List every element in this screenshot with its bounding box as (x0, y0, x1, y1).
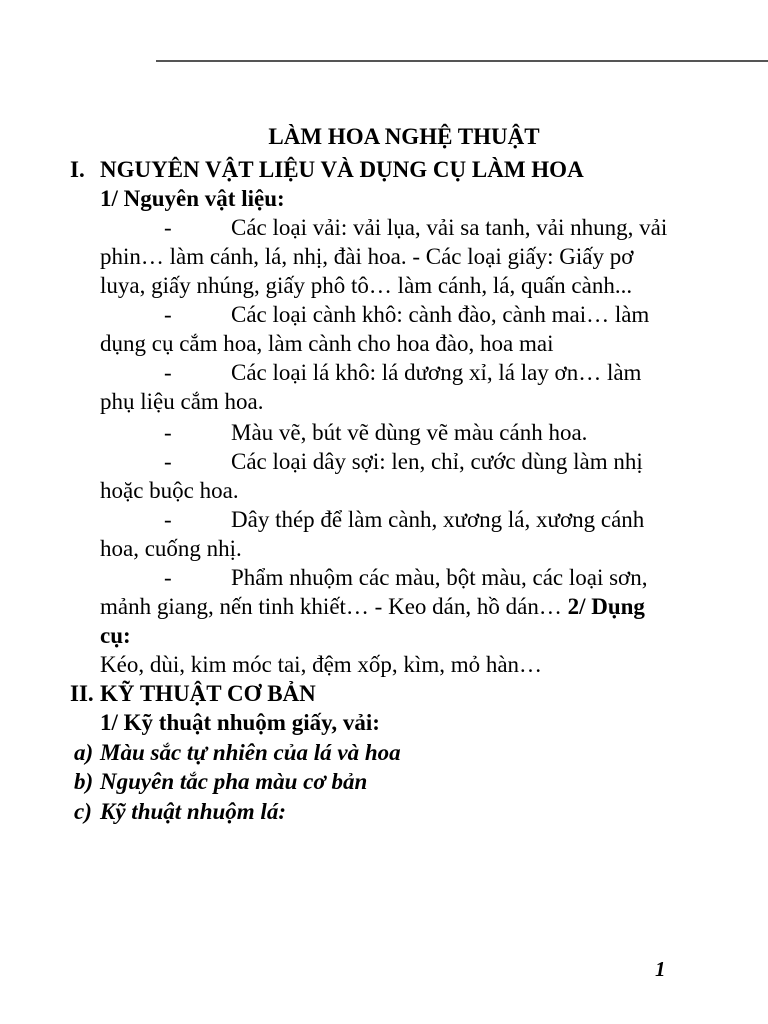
section-1-heading: NGUYÊN VẬT LIỆU VÀ DỤNG CỤ LÀM HOA (100, 157, 584, 182)
list-item-text: Kỹ thuật nhuộm lá: (100, 799, 286, 824)
list-marker: a) (74, 740, 94, 765)
subsection-2-1-heading: 1/ Kỹ thuật nhuộm giấy, vải: (100, 710, 380, 735)
page-title: LÀM HOA NGHỆ THUẬT (268, 124, 540, 149)
list-item-text: Các loại dây sợi: len, chỉ, cước dùng làm nhị (231, 449, 643, 474)
list-item-continuation-text: mảnh giang, nến tinh khiết… - Keo dán, hồ dán… (100, 594, 568, 619)
list-item-continuation (100, 592, 645, 621)
list-item-text: Dây thép để làm cành, xương lá, xương cánh (231, 507, 645, 532)
list-item-dash: - (164, 449, 172, 474)
list-item-continuation: luya, giấy nhúng, giấy phô tô… làm cánh, lá, quấn cành... (100, 273, 633, 298)
list-item-text: Màu vẽ, bút vẽ dùng vẽ màu cánh hoa. (231, 420, 588, 445)
list-item-text: Các loại lá khô: lá dương xỉ, lá lay ơn… làm (231, 360, 642, 385)
list-item-dash: - (164, 507, 172, 532)
section-2-heading: KỸ THUẬT CƠ BẢN (100, 681, 316, 706)
section-2-numeral: II. (70, 681, 94, 706)
list-item-dash: - (164, 215, 172, 240)
subsection-1-2-heading: 2/ Dụng (567, 594, 645, 619)
section-1-numeral: I. (70, 157, 85, 182)
tools-list: Kéo, dùi, kim móc tai, đệm xốp, kìm, mỏ hàn… (100, 652, 543, 677)
list-item-text: Màu sắc tự nhiên của lá và hoa (100, 740, 401, 765)
list-marker: c) (74, 799, 92, 824)
list-item-continuation: phin… làm cánh, lá, nhị, đài hoa. - Các loại giấy: Giấy pơ (100, 244, 634, 269)
list-item-continuation: dụng cụ cắm hoa, làm cành cho hoa đào, hoa mai (100, 331, 554, 356)
list-item-dash: - (164, 360, 172, 385)
list-item-text: Nguyên tắc pha màu cơ bản (100, 769, 368, 794)
list-item-continuation: phụ liệu cắm hoa. (100, 389, 264, 414)
list-item-dash: - (164, 302, 172, 327)
list-item-text: Phẩm nhuộm các màu, bột màu, các loại sơn, (231, 565, 648, 590)
page-number: 1 (655, 957, 666, 981)
list-item-continuation: hoặc buộc hoa. (100, 478, 239, 503)
list-item-text: Các loại vải: vải lụa, vải sa tanh, vải nhung, vải (231, 215, 668, 240)
list-item-dash: - (164, 420, 172, 445)
subsection-1-1-heading: 1/ Nguyên vật liệu: (100, 186, 285, 211)
list-item-dash: - (164, 565, 172, 590)
list-item-text: Các loại cành khô: cành đào, cành mai… làm (231, 302, 650, 327)
header-rule (156, 60, 768, 62)
list-item-continuation: hoa, cuống nhị. (100, 536, 242, 561)
subsection-1-2-heading-continued: cụ: (100, 623, 131, 648)
list-marker: b) (74, 769, 94, 794)
